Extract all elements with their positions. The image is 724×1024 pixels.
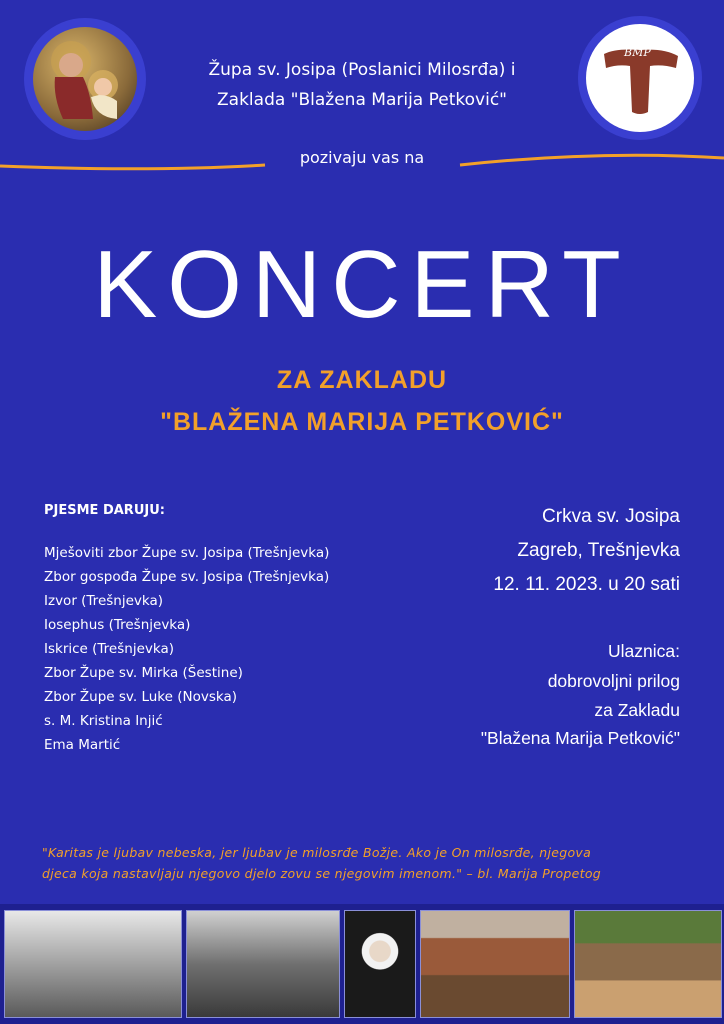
quote-block	[42, 842, 682, 884]
performer-item: Iskrice (Trešnjevka)	[44, 641, 174, 657]
performer-item: Izvor (Trešnjevka)	[44, 593, 164, 609]
organizer-line-2: Zaklada "Blažena Marija Petković"	[217, 90, 507, 110]
performer-item: s. M. Kristina Injić	[44, 713, 163, 729]
performer-item: Zbor gospođa Župe sv. Josipa (Trešnjevka)	[44, 569, 330, 585]
ticket-line-2: za Zakladu	[594, 700, 680, 720]
ticket-line-3: "Blažena Marija Petković"	[480, 728, 680, 748]
photo-hospital-ward	[4, 910, 182, 1018]
performers-list	[44, 543, 329, 759]
performer-item: Iosephus (Trešnjevka)	[44, 617, 191, 633]
performer-item: Zbor Župe sv. Mirka (Šestine)	[44, 665, 243, 681]
performer-item: Ema Martić	[44, 737, 121, 753]
photo-nun-portrait	[344, 910, 416, 1018]
event-datetime: 12. 11. 2023. u 20 sati	[493, 574, 680, 595]
organizer-line-1: Župa sv. Josipa (Poslanici Milosrđa) i	[208, 60, 516, 80]
performer-item: Zbor Župe sv. Luke (Novska)	[44, 689, 237, 705]
invite-text: pozivaju vas na	[299, 148, 425, 167]
photo-strip	[0, 904, 724, 1024]
event-subtitle-line-2: "BLAŽENA MARIJA PETKOVIĆ"	[160, 408, 564, 436]
photo-village-children	[420, 910, 570, 1018]
ticket-label: Ulaznica:	[608, 641, 680, 661]
quote-line-2: djeca koja nastavljaju njegovo djelo zovu se njegovim imenom." – bl. Marija Propetog	[42, 866, 602, 881]
quote-line-1: "Karitas je ljubav nebeska, jer ljubav je milosrđe Božje. Ako je On milosrđe, njegova	[42, 845, 592, 860]
venue-place: Crkva sv. Josipa	[542, 506, 680, 527]
photo-hut-village	[574, 910, 722, 1018]
event-title: KONCERT	[93, 231, 631, 338]
ticket-line-1: dobrovoljni prilog	[547, 671, 680, 691]
event-subtitle-line-1: ZA ZAKLADU	[276, 366, 448, 394]
tau-cross-monogram: BMP	[624, 46, 651, 59]
venue-city: Zagreb, Trešnjevka	[517, 540, 680, 561]
performers-heading: PJESME DARUJU:	[44, 503, 165, 518]
performer-item: Mješoviti zbor Župe sv. Josipa (Trešnjevka)	[44, 545, 330, 561]
photo-crowd-historic	[186, 910, 340, 1018]
